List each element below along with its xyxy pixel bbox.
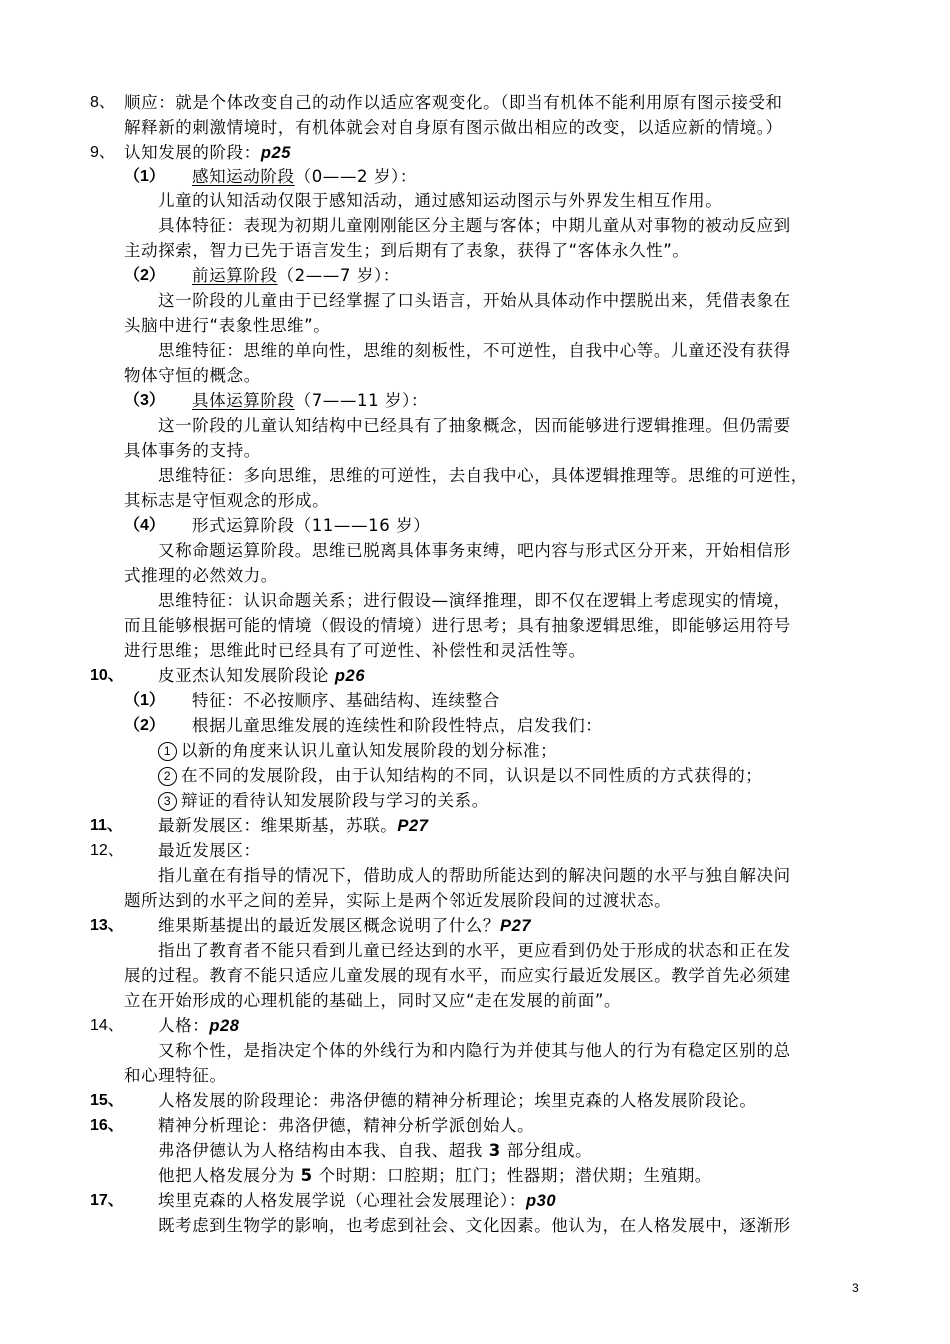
text-line	[158, 1166, 712, 1186]
item-number: 13、	[90, 917, 124, 934]
circled-item	[158, 766, 762, 786]
item-number: 15、	[90, 1092, 124, 1109]
page-reference: P27	[397, 817, 429, 835]
text-line: 这一阶段的儿童认知结构中已经具有了抽象概念，因而能够进行逻辑推理。但仍需要	[158, 416, 791, 435]
sub-number: （2）	[124, 717, 165, 734]
item-number: 9、	[90, 144, 115, 161]
stage-age: （0——2 岁）：	[294, 167, 417, 186]
page-number: 3	[852, 1281, 859, 1295]
text-line: 思维特征：思维的单向性，思维的刻板性，不可逆性，自我中心等。儿童还没有获得	[158, 341, 791, 360]
item-heading: 人格发展的阶段理论：弗洛伊德的精神分析理论；埃里克森的人格发展阶段论。	[158, 1091, 757, 1110]
page-reference: P27	[500, 917, 532, 935]
text-line: 又称命题运算阶段。思维已脱离具体事务束缚，吧内容与形式区分开来，开始相信形	[158, 541, 791, 560]
stage-title: 感知运动阶段	[192, 167, 295, 186]
item-heading	[124, 143, 291, 163]
text-segment: 他把人格发展分为	[158, 1166, 301, 1185]
item-number: 17、	[90, 1192, 124, 1209]
text-line: 又称个性，是指决定个体的外线行为和内隐行为并使其与他人的行为有稳定区别的总	[158, 1041, 791, 1060]
text-segment: 部分组成。	[500, 1141, 593, 1160]
page-reference: p28	[209, 1017, 240, 1035]
stage-title: 具体运算阶段	[192, 391, 295, 410]
item-number: 10、	[90, 667, 124, 684]
heading-text: 认知发展的阶段：	[124, 143, 261, 162]
text-line: 题所达到的水平之间的差异，实际上是两个邻近发展阶段间的过渡状态。	[124, 891, 672, 910]
text-line: 这一阶段的儿童由于已经掌握了口头语言，开始从具体动作中摆脱出来，凭借表象在	[158, 291, 791, 310]
text-line: 其标志是守恒观念的形成。	[124, 491, 330, 510]
heading-text: 人格：	[158, 1016, 210, 1035]
bold-number: 3	[488, 1141, 501, 1160]
text-line: 立在开始形成的心理机能的基础上，同时又应“走在发展的前面”。	[124, 991, 622, 1010]
circled-item	[158, 741, 557, 761]
text-line: 既考虑到生物学的影响，也考虑到社会、文化因素。他认为，在人格发展中，逐渐形	[158, 1216, 791, 1235]
heading-text: 维果斯基提出的最近发展区概念说明了什么？	[158, 916, 500, 935]
stage-number: （2）	[124, 267, 165, 284]
stage-number: （4）	[124, 517, 165, 534]
item-heading: 最近发展区：	[158, 841, 261, 860]
stage-number: （1）	[124, 168, 165, 185]
text-line: 具体特征：表现为初期儿童刚刚能区分主题与客体；中期儿童从对事物的被动反应到	[158, 216, 791, 235]
item-number: 8、	[90, 94, 115, 111]
text-line: 指出了教育者不能只看到儿童已经达到的水平，更应看到仍处于形成的状态和正在发	[158, 941, 791, 960]
text-line	[158, 1141, 592, 1161]
text-line: 特征：不必按顺序、基础结构、连续整合	[192, 691, 500, 710]
text-line: 思维特征：多向思维，思维的可逆性，去自我中心，具体逻辑推理等。思维的可逆性，	[158, 466, 808, 485]
item-heading	[158, 1016, 240, 1036]
item-heading	[158, 666, 365, 686]
sub-number: （1）	[124, 692, 165, 709]
stage-heading: 形式运算阶段（11——16 岁）	[192, 516, 431, 535]
text-line: 进行思维；思维此时已经具有了可逆性、补偿性和灵活性等。	[124, 641, 586, 660]
page-reference: p26	[334, 667, 366, 685]
circled-number: 2	[158, 767, 177, 786]
text-line: 根据儿童思维发展的连续性和阶段性特点，启发我们：	[192, 716, 603, 735]
stage-heading	[192, 167, 417, 187]
text-line: 物体守恒的概念。	[124, 366, 261, 385]
circled-item	[158, 791, 489, 811]
stage-number: （3）	[124, 392, 165, 409]
circled-item-text: 在不同的发展阶段，由于认知结构的不同，认识是以不同性质的方式获得的；	[181, 766, 763, 785]
text-line: 解释新的刺激情境时，有机体就会对自身原有图示做出相应的改变，以适应新的情境。）	[124, 118, 783, 137]
item-number: 14、	[90, 1017, 124, 1034]
text-line: 儿童的认知活动仅限于感知活动，通过感知运动图示与外界发生相互作用。	[158, 191, 723, 210]
heading-text: 最新发展区：维果斯基，苏联。	[158, 816, 398, 835]
text-line: 主动探索，智力已先于语言发生；到后期有了表象，获得了“客体永久性”。	[124, 241, 690, 260]
bold-number: 5	[300, 1166, 313, 1185]
circled-number: 1	[158, 742, 177, 761]
stage-age: （7——11 岁）：	[294, 391, 429, 410]
text-line: 而且能够根据可能的情境（假设的情境）进行思考；具有抽象逻辑思维，即能够运用符号	[124, 616, 791, 635]
circled-number: 3	[158, 792, 177, 811]
item-heading	[158, 916, 531, 936]
heading-text: 埃里克森的人格发展学说（心理社会发展理论）：	[158, 1191, 526, 1210]
text-line: 和心理特征。	[124, 1066, 227, 1085]
text-segment: 弗洛伊德认为人格结构由本我、自我、超我	[158, 1141, 489, 1160]
stage-age: （2——7 岁）：	[277, 266, 400, 285]
item-number: 12、	[90, 842, 124, 859]
stage-title: 前运算阶段	[192, 266, 278, 285]
text-segment: 个时期：口腔期；肛门；性器期；潜伏期；生殖期。	[312, 1166, 712, 1185]
stage-heading	[192, 266, 400, 286]
item-heading: 精神分析理论：弗洛伊德，精神分析学派创始人。	[158, 1116, 535, 1135]
text-line: 思维特征：认识命题关系；进行假设—演绎推理，即不仅在逻辑上考虑现实的情境，	[158, 591, 791, 610]
item-heading	[158, 816, 429, 836]
stage-heading	[192, 391, 428, 411]
text-line: 头脑中进行“表象性思维”。	[124, 316, 331, 335]
item-number: 16、	[90, 1117, 124, 1134]
heading-text: 皮亚杰认知发展阶段论	[158, 666, 329, 685]
text-line: 顺应：就是个体改变自己的动作以适应客观变化。（即当有机体不能利用原有图示接受和	[124, 93, 783, 112]
text-line: 展的过程。教育不能只适应儿童发展的现有水平，而应实行最近发展区。教学首先必须建	[124, 966, 791, 985]
text-line: 式推理的必然效力。	[124, 566, 278, 585]
item-number: 11、	[90, 817, 123, 834]
item-heading	[158, 1191, 556, 1211]
text-line: 具体事务的支持。	[124, 441, 261, 460]
circled-item-text: 辩证的看待认知发展阶段与学习的关系。	[181, 791, 489, 810]
page-reference: p25	[260, 144, 292, 162]
text-line: 指儿童在有指导的情况下，借助成人的帮助所能达到的解决问题的水平与独自解决问	[158, 866, 791, 885]
page-reference: p30	[525, 1192, 557, 1210]
circled-item-text: 以新的角度来认识儿童认知发展阶段的划分标准；	[181, 741, 558, 760]
